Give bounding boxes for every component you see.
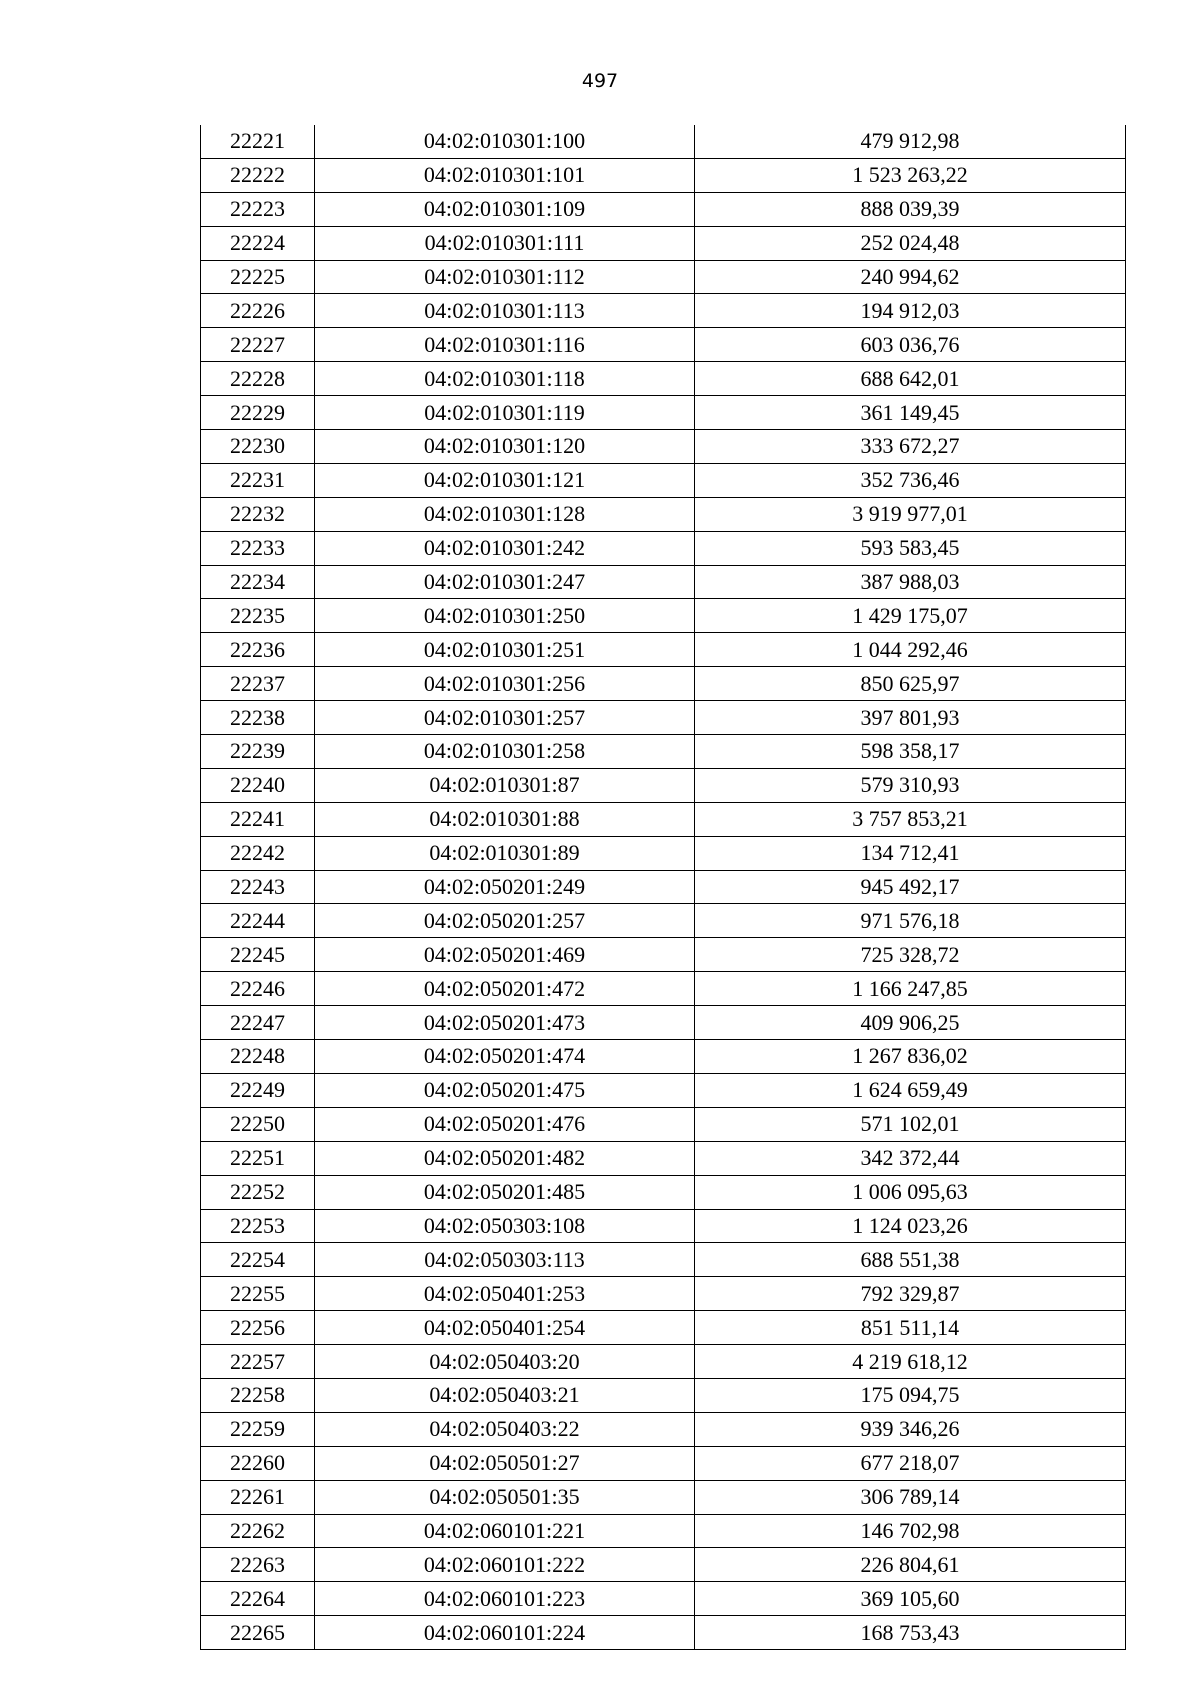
table-row: [201, 1175, 1126, 1209]
table-row: [201, 1378, 1126, 1412]
cadastral-value-cell: 387 988,03: [695, 565, 1126, 599]
cadastral-number-cell: 04:02:010301:258: [315, 735, 695, 769]
table-row: [201, 328, 1126, 362]
cadastral-number-cell: 04:02:050201:474: [315, 1040, 695, 1074]
cadastral-value-cell: 850 625,97: [695, 667, 1126, 701]
cadastral-number-cell: 04:02:010301:101: [315, 158, 695, 192]
row-number-cell: 22232: [201, 497, 315, 531]
row-number-cell: 22242: [201, 836, 315, 870]
cadastral-number-cell: 04:02:050501:27: [315, 1446, 695, 1480]
cadastral-value-cell: 688 642,01: [695, 362, 1126, 396]
table-row: [201, 430, 1126, 464]
row-number-cell: 22250: [201, 1107, 315, 1141]
row-number-cell: 22230: [201, 430, 315, 464]
row-number-cell: 22222: [201, 158, 315, 192]
table-row: [201, 768, 1126, 802]
table-row: [201, 565, 1126, 599]
cadastral-value-cell: 593 583,45: [695, 531, 1126, 565]
row-number-cell: 22265: [201, 1616, 315, 1650]
table-row: [201, 260, 1126, 294]
cadastral-number-cell: 04:02:050201:472: [315, 972, 695, 1006]
table-row: [201, 1209, 1126, 1243]
row-number-cell: 22231: [201, 463, 315, 497]
table-row: [201, 192, 1126, 226]
cadastral-value-cell: 397 801,93: [695, 701, 1126, 735]
row-number-cell: 22225: [201, 260, 315, 294]
cadastral-value-table: [200, 125, 1126, 1650]
row-number-cell: 22258: [201, 1378, 315, 1412]
row-number-cell: 22224: [201, 226, 315, 260]
table-row: [201, 735, 1126, 769]
cadastral-value-cell: 725 328,72: [695, 938, 1126, 972]
row-number-cell: 22246: [201, 972, 315, 1006]
cadastral-value-cell: 603 036,76: [695, 328, 1126, 362]
cadastral-value-cell: 409 906,25: [695, 1006, 1126, 1040]
cadastral-number-cell: 04:02:010301:128: [315, 497, 695, 531]
row-number-cell: 22239: [201, 735, 315, 769]
table-row: [201, 972, 1126, 1006]
row-number-cell: 22245: [201, 938, 315, 972]
cadastral-value-cell: 792 329,87: [695, 1277, 1126, 1311]
cadastral-number-cell: 04:02:060101:221: [315, 1514, 695, 1548]
cadastral-number-cell: 04:02:010301:88: [315, 802, 695, 836]
cadastral-value-cell: 226 804,61: [695, 1548, 1126, 1582]
cadastral-value-cell: 369 105,60: [695, 1582, 1126, 1616]
cadastral-number-cell: 04:02:010301:87: [315, 768, 695, 802]
table-row: [201, 362, 1126, 396]
row-number-cell: 22244: [201, 904, 315, 938]
table-row: [201, 1412, 1126, 1446]
cadastral-value-cell: 252 024,48: [695, 226, 1126, 260]
cadastral-number-cell: 04:02:060101:222: [315, 1548, 695, 1582]
row-number-cell: 22251: [201, 1141, 315, 1175]
table-row: [201, 1107, 1126, 1141]
cadastral-number-cell: 04:02:010301:116: [315, 328, 695, 362]
row-number-cell: 22259: [201, 1412, 315, 1446]
cadastral-value-cell: 598 358,17: [695, 735, 1126, 769]
cadastral-number-cell: 04:02:010301:119: [315, 396, 695, 430]
cadastral-number-cell: 04:02:060101:224: [315, 1616, 695, 1650]
row-number-cell: 22261: [201, 1480, 315, 1514]
cadastral-value-cell: 175 094,75: [695, 1378, 1126, 1412]
table-row: [201, 1040, 1126, 1074]
cadastral-number-cell: 04:02:050401:254: [315, 1311, 695, 1345]
row-number-cell: 22247: [201, 1006, 315, 1040]
row-number-cell: 22252: [201, 1175, 315, 1209]
cadastral-number-cell: 04:02:050201:475: [315, 1073, 695, 1107]
cadastral-value-cell: 194 912,03: [695, 294, 1126, 328]
cadastral-number-cell: 04:02:010301:242: [315, 531, 695, 565]
cadastral-number-cell: 04:02:010301:251: [315, 633, 695, 667]
cadastral-value-cell: 1 429 175,07: [695, 599, 1126, 633]
cadastral-number-cell: 04:02:010301:121: [315, 463, 695, 497]
cadastral-value-cell: 240 994,62: [695, 260, 1126, 294]
cadastral-number-cell: 04:02:050201:249: [315, 870, 695, 904]
cadastral-value-cell: 479 912,98: [695, 125, 1126, 158]
row-number-cell: 22236: [201, 633, 315, 667]
row-number-cell: 22249: [201, 1073, 315, 1107]
cadastral-value-cell: 888 039,39: [695, 192, 1126, 226]
row-number-cell: 22264: [201, 1582, 315, 1616]
row-number-cell: 22227: [201, 328, 315, 362]
cadastral-number-cell: 04:02:010301:256: [315, 667, 695, 701]
row-number-cell: 22243: [201, 870, 315, 904]
row-number-cell: 22229: [201, 396, 315, 430]
cadastral-number-cell: 04:02:050201:476: [315, 1107, 695, 1141]
table-row: [201, 158, 1126, 192]
cadastral-value-cell: 168 753,43: [695, 1616, 1126, 1650]
cadastral-number-cell: 04:02:010301:120: [315, 430, 695, 464]
table-row: [201, 1243, 1126, 1277]
table-row: [201, 836, 1126, 870]
cadastral-value-cell: 939 346,26: [695, 1412, 1126, 1446]
table-row: [201, 463, 1126, 497]
table-row: [201, 1006, 1126, 1040]
table-row: [201, 1616, 1126, 1650]
table-row: [201, 701, 1126, 735]
table-row: [201, 802, 1126, 836]
table-row: [201, 1311, 1126, 1345]
cadastral-number-cell: 04:02:050403:20: [315, 1345, 695, 1379]
cadastral-value-cell: 1 166 247,85: [695, 972, 1126, 1006]
cadastral-number-cell: 04:02:010301:111: [315, 226, 695, 260]
table-body: [201, 125, 1126, 1650]
cadastral-value-cell: 352 736,46: [695, 463, 1126, 497]
row-number-cell: 22234: [201, 565, 315, 599]
table-row: [201, 294, 1126, 328]
cadastral-number-cell: 04:02:010301:113: [315, 294, 695, 328]
cadastral-value-cell: 1 044 292,46: [695, 633, 1126, 667]
row-number-cell: 22248: [201, 1040, 315, 1074]
row-number-cell: 22223: [201, 192, 315, 226]
table-row: [201, 1582, 1126, 1616]
cadastral-value-cell: 146 702,98: [695, 1514, 1126, 1548]
row-number-cell: 22241: [201, 802, 315, 836]
cadastral-number-cell: 04:02:050401:253: [315, 1277, 695, 1311]
cadastral-number-cell: 04:02:010301:100: [315, 125, 695, 158]
cadastral-number-cell: 04:02:050201:485: [315, 1175, 695, 1209]
row-number-cell: 22263: [201, 1548, 315, 1582]
row-number-cell: 22262: [201, 1514, 315, 1548]
table-row: [201, 531, 1126, 565]
row-number-cell: 22221: [201, 125, 315, 158]
row-number-cell: 22228: [201, 362, 315, 396]
cadastral-value-cell: 1 006 095,63: [695, 1175, 1126, 1209]
table-row: [201, 1345, 1126, 1379]
cadastral-value-cell: 688 551,38: [695, 1243, 1126, 1277]
cadastral-number-cell: 04:02:050403:22: [315, 1412, 695, 1446]
cadastral-number-cell: 04:02:010301:257: [315, 701, 695, 735]
page-number: 497: [581, 70, 619, 92]
cadastral-number-cell: 04:02:050201:469: [315, 938, 695, 972]
cadastral-number-cell: 04:02:010301:89: [315, 836, 695, 870]
table-row: [201, 1514, 1126, 1548]
cadastral-number-cell: 04:02:050303:108: [315, 1209, 695, 1243]
cadastral-number-cell: 04:02:060101:223: [315, 1582, 695, 1616]
row-number-cell: 22238: [201, 701, 315, 735]
cadastral-number-cell: 04:02:050201:473: [315, 1006, 695, 1040]
table-row: [201, 1480, 1126, 1514]
cadastral-number-cell: 04:02:010301:118: [315, 362, 695, 396]
cadastral-number-cell: 04:02:010301:250: [315, 599, 695, 633]
table-row: [201, 938, 1126, 972]
cadastral-number-cell: 04:02:010301:109: [315, 192, 695, 226]
table-row: [201, 497, 1126, 531]
cadastral-value-cell: 1 624 659,49: [695, 1073, 1126, 1107]
table-row: [201, 1446, 1126, 1480]
cadastral-value-cell: 134 712,41: [695, 836, 1126, 870]
table-row: [201, 226, 1126, 260]
cadastral-number-cell: 04:02:050201:257: [315, 904, 695, 938]
cadastral-value-cell: 677 218,07: [695, 1446, 1126, 1480]
row-number-cell: 22226: [201, 294, 315, 328]
table-row: [201, 1548, 1126, 1582]
row-number-cell: 22240: [201, 768, 315, 802]
row-number-cell: 22237: [201, 667, 315, 701]
cadastral-value-cell: 1 523 263,22: [695, 158, 1126, 192]
cadastral-value-cell: 4 219 618,12: [695, 1345, 1126, 1379]
cadastral-value-cell: 333 672,27: [695, 430, 1126, 464]
row-number-cell: 22257: [201, 1345, 315, 1379]
cadastral-value-cell: 306 789,14: [695, 1480, 1126, 1514]
cadastral-value-cell: 851 511,14: [695, 1311, 1126, 1345]
row-number-cell: 22235: [201, 599, 315, 633]
table-row: [201, 1073, 1126, 1107]
row-number-cell: 22255: [201, 1277, 315, 1311]
cadastral-number-cell: 04:02:010301:112: [315, 260, 695, 294]
cadastral-value-cell: 3 919 977,01: [695, 497, 1126, 531]
table-row: [201, 599, 1126, 633]
table-row: [201, 667, 1126, 701]
cadastral-value-cell: 1 267 836,02: [695, 1040, 1126, 1074]
cadastral-number-cell: 04:02:050403:21: [315, 1378, 695, 1412]
cadastral-value-cell: 971 576,18: [695, 904, 1126, 938]
row-number-cell: 22254: [201, 1243, 315, 1277]
cadastral-number-cell: 04:02:050501:35: [315, 1480, 695, 1514]
cadastral-number-cell: 04:02:010301:247: [315, 565, 695, 599]
cadastral-number-cell: 04:02:050201:482: [315, 1141, 695, 1175]
cadastral-value-cell: 1 124 023,26: [695, 1209, 1126, 1243]
table-row: [201, 396, 1126, 430]
table-row: [201, 1141, 1126, 1175]
cadastral-number-cell: 04:02:050303:113: [315, 1243, 695, 1277]
cadastral-value-cell: 579 310,93: [695, 768, 1126, 802]
row-number-cell: 22256: [201, 1311, 315, 1345]
cadastral-value-cell: 361 149,45: [695, 396, 1126, 430]
cadastral-value-cell: 945 492,17: [695, 870, 1126, 904]
table-row: [201, 1277, 1126, 1311]
table-row: [201, 904, 1126, 938]
table-row: [201, 633, 1126, 667]
row-number-cell: 22260: [201, 1446, 315, 1480]
cadastral-value-cell: 571 102,01: [695, 1107, 1126, 1141]
row-number-cell: 22233: [201, 531, 315, 565]
row-number-cell: 22253: [201, 1209, 315, 1243]
cadastral-value-cell: 342 372,44: [695, 1141, 1126, 1175]
table-row: [201, 125, 1126, 158]
cadastral-value-cell: 3 757 853,21: [695, 802, 1126, 836]
table-row: [201, 870, 1126, 904]
